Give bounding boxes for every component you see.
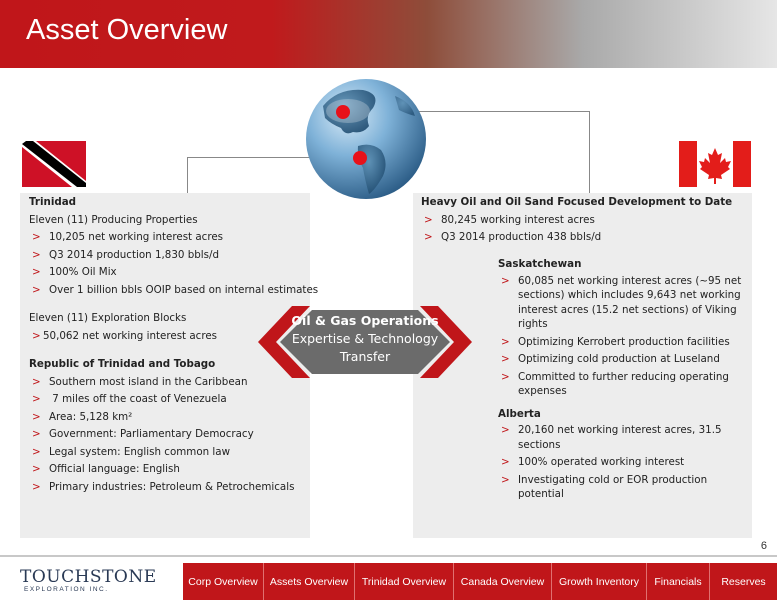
- page-number: 6: [760, 540, 767, 552]
- badge-line-1: Oil & Gas Operations: [291, 313, 439, 328]
- list-item: > 60,085 net working interest acres (~95 net sections) which includes 9,643 net working interest acres (15.2 net sections) of Viking rights: [498, 274, 748, 332]
- list-item: > Over 1 billion bbls OOIP based on internal estimates: [29, 282, 309, 300]
- saskatchewan-heading: Saskatchewan: [498, 258, 582, 270]
- chevron-right-icon: >: [32, 231, 41, 243]
- list-item: > Q3 2014 production 438 bbls/d: [421, 229, 751, 247]
- canada-heading: Heavy Oil and Oil Sand Focused Development to Date: [421, 196, 733, 208]
- nav-trinidad-overview[interactable]: Trinidad Overview: [355, 563, 454, 600]
- chevron-right-icon: >: [501, 456, 510, 468]
- center-badge-text: [290, 312, 440, 366]
- chevron-right-icon: >: [501, 274, 510, 287]
- chevron-right-icon: >: [501, 370, 510, 383]
- list-item: > Government: Parliamentary Democracy: [29, 426, 309, 444]
- nav-corp-overview[interactable]: Corp Overview: [183, 563, 264, 600]
- chevron-right-icon: >: [32, 283, 41, 296]
- chevron-right-icon: >: [424, 213, 433, 226]
- globe-icon: [303, 76, 429, 202]
- exploration-heading: Eleven (11) Exploration Blocks: [29, 312, 187, 324]
- chevron-right-icon: >: [32, 393, 41, 405]
- list-item: > 100% Oil Mix: [29, 264, 309, 282]
- chevron-right-icon: >: [501, 335, 510, 348]
- chevron-right-icon: >: [32, 480, 41, 493]
- list-item: > Southern most island in the Caribbean: [29, 374, 309, 392]
- nav-financials[interactable]: Financials: [647, 563, 710, 600]
- list-item: > Area: 5,128 km²: [29, 409, 309, 427]
- list-item: > 80,245 working interest acres: [421, 212, 751, 230]
- chevron-right-icon: >: [501, 473, 510, 486]
- list-item: > Investigating cold or EOR production potential: [498, 473, 748, 502]
- badge-line-2: Expertise & Technology: [291, 331, 439, 346]
- alberta-heading: Alberta: [498, 407, 541, 420]
- chevron-right-icon: >: [501, 353, 510, 365]
- list-item: > 7 miles off the coast of Venezuela: [29, 391, 309, 409]
- chevron-right-icon: >: [424, 231, 433, 243]
- list-item: > Optimizing Kerrobert production facilities: [498, 335, 748, 350]
- company-logo: [20, 568, 160, 600]
- republic-heading: Republic of Trinidad and Tobago: [29, 358, 216, 370]
- chevron-right-icon: >: [32, 463, 41, 475]
- nav-growth-inventory[interactable]: Growth Inventory: [552, 563, 647, 600]
- canada-marker: [336, 105, 350, 119]
- trinidad-heading: Trinidad: [29, 196, 77, 208]
- chevron-right-icon: >: [501, 424, 510, 436]
- chevron-right-icon: >: [32, 329, 41, 342]
- title-bar: [0, 0, 777, 68]
- list-item: > Committed to further reducing operating expenses: [498, 370, 748, 399]
- chevron-right-icon: >: [32, 410, 41, 423]
- trinidad-marker: [353, 151, 367, 165]
- list-item: > 50,062 net working interest acres: [29, 328, 309, 346]
- list-item: > 100% operated working interest: [498, 455, 748, 470]
- page-title: Asset Overview: [26, 14, 228, 46]
- chevron-right-icon: >: [32, 248, 41, 261]
- list-item: > Q3 2014 production 1,830 bbls/d: [29, 247, 309, 265]
- chevron-right-icon: >: [32, 445, 41, 458]
- logo-text: TOUCHSTONE: [20, 567, 157, 587]
- list-item: > Legal system: English common law: [29, 444, 309, 462]
- trinidad-flag-icon: [22, 141, 86, 187]
- footer-divider: [0, 555, 777, 557]
- list-item: > 20,160 net working interest acres, 31.5 sections: [498, 423, 748, 452]
- chevron-right-icon: >: [32, 375, 41, 388]
- badge-line-3: Transfer: [339, 349, 391, 364]
- chevron-right-icon: >: [32, 428, 41, 440]
- list-item: > Optimizing cold production at Luseland: [498, 352, 748, 367]
- nav-reserves[interactable]: Reserves: [721, 575, 766, 588]
- footer-nav: [183, 563, 777, 600]
- list-item: > Primary industries: Petroleum & Petrochemicals: [29, 479, 309, 497]
- chevron-right-icon: >: [32, 266, 41, 278]
- nav-assets-overview[interactable]: Assets Overview: [264, 563, 355, 600]
- saskatchewan-section: [498, 256, 748, 505]
- logo-subtext: EXPLORATION INC.: [24, 586, 109, 593]
- canada-content: [421, 194, 751, 247]
- nav-canada-overview[interactable]: Canada Overview: [454, 563, 552, 600]
- producing-heading: Eleven (11) Producing Properties: [29, 213, 198, 226]
- list-item: > Official language: English: [29, 461, 309, 479]
- canada-flag-icon: [679, 141, 751, 187]
- list-item: > 10,205 net working interest acres: [29, 229, 309, 247]
